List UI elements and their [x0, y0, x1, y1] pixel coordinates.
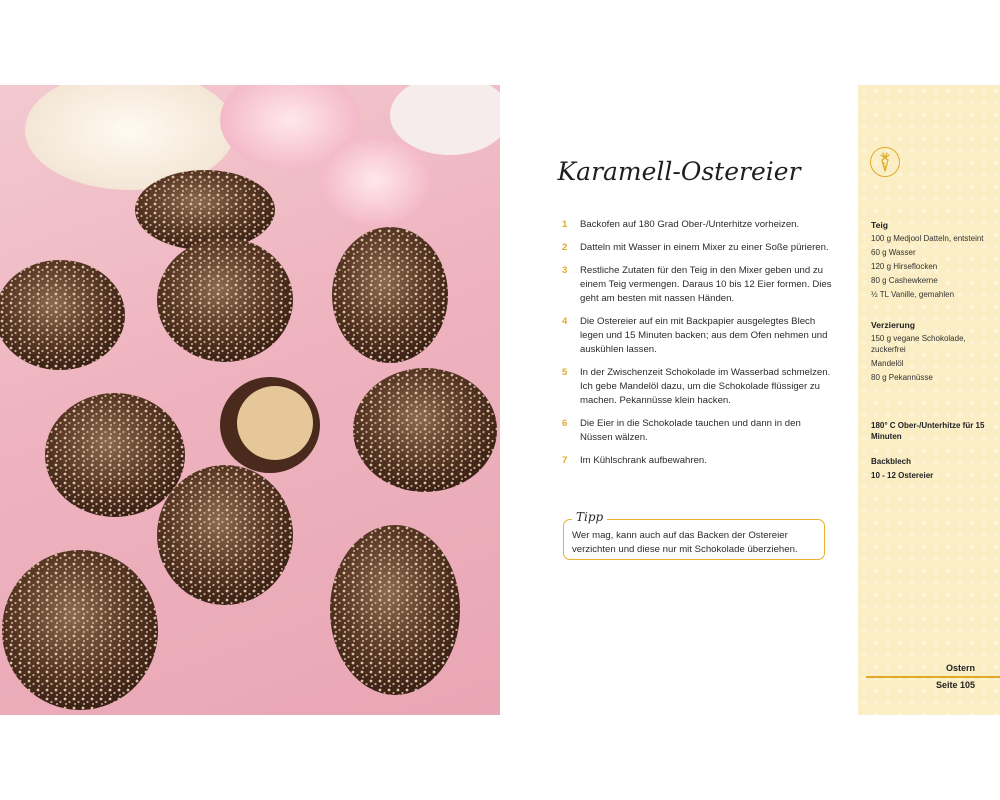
- step-number: 5: [562, 367, 568, 378]
- oven-info: [871, 420, 991, 442]
- chocolate-egg: [353, 368, 497, 492]
- ingredient-item: 120 g Hirseflocken: [871, 262, 938, 271]
- ingredient-item: ½ TL Vanille, gemahlen: [871, 290, 955, 299]
- recipe-photo: [0, 85, 500, 715]
- ingredients-sidebar: [858, 85, 1000, 715]
- chocolate-egg: [157, 238, 293, 362]
- footer-divider: [866, 676, 1000, 678]
- tray-heading: Backblech: [871, 457, 912, 466]
- tip-box: [563, 510, 825, 560]
- instruction-step: [562, 218, 832, 232]
- step-text: Backofen auf 180 Grad Ober-/Unterhitze vorheizen.: [580, 219, 800, 230]
- category-badge: [870, 147, 900, 177]
- step-number: 1: [562, 219, 568, 230]
- chocolate-egg-cut: [220, 377, 320, 473]
- ingredient-item: 100 g Medjool Datteln, entsteint: [871, 234, 984, 243]
- step-text: Datteln mit Wasser in einem Mixer zu einer Soße pürieren.: [580, 242, 829, 253]
- ingredient-item: 80 g Cashewkerne: [871, 276, 938, 285]
- cookbook-spread: [0, 85, 1000, 715]
- oven-setting: 180° C Ober-/Unterhitze für 15 Minuten: [871, 421, 985, 441]
- chocolate-egg: [332, 227, 448, 363]
- ingredient-item: 60 g Wasser: [871, 248, 916, 257]
- step-number: 2: [562, 242, 568, 253]
- verzierung-ingredients: [871, 320, 991, 386]
- step-text: Die Eier in die Schokolade tauchen und dann in den Nüssen wälzen.: [580, 418, 801, 443]
- chocolate-egg: [157, 465, 293, 605]
- yield-amount: 10 - 12 Ostereier: [871, 471, 934, 480]
- tip-text: Wer mag, kann auch auf das Backen der Ostereier verzichten und diese nur mit Schokolade überziehen.: [572, 530, 798, 555]
- step-number: 4: [562, 316, 568, 327]
- instruction-step: [562, 241, 832, 255]
- teig-ingredients: [871, 220, 991, 303]
- teig-heading: Teig: [871, 220, 889, 230]
- ingredient-item: Mandelöl: [871, 359, 904, 368]
- step-number: 7: [562, 455, 568, 466]
- step-text: Restliche Zutaten für den Teig in den Mixer geben und zu einem Teig vermengen. Daraus 10 bis 12 Eier formen. Dies geht am besten mit nassen Händen.: [580, 265, 832, 304]
- section-name: Ostern: [945, 663, 975, 673]
- chocolate-egg: [135, 170, 275, 250]
- tray-info: [871, 456, 991, 481]
- recipe-column: [500, 85, 858, 715]
- chocolate-eggs-illustration: [0, 85, 500, 715]
- ingredient-item: 150 g vegane Schokolade, zuckerfrei: [871, 334, 966, 354]
- chocolate-egg: [330, 525, 460, 695]
- page-number: Seite 105: [935, 680, 975, 690]
- verzierung-heading: Verzierung: [871, 320, 915, 330]
- recipe-title: Karamell-Ostereier: [557, 157, 801, 186]
- step-text: Im Kühlschrank aufbewahren.: [580, 455, 707, 466]
- instruction-step: [562, 315, 832, 357]
- instruction-step: [562, 366, 832, 408]
- chocolate-egg: [45, 393, 185, 517]
- instruction-step: [562, 417, 832, 445]
- step-number: 6: [562, 418, 568, 429]
- ingredient-item: 80 g Pekannüsse: [871, 373, 933, 382]
- instruction-step: [562, 264, 832, 306]
- step-text: Die Ostereier auf ein mit Backpapier ausgelegtes Blech legen und 15 Minuten backen; aus dem Ofen nehmen und auskühlen lassen.: [580, 316, 828, 355]
- chocolate-egg: [0, 260, 125, 370]
- step-number: 3: [562, 265, 568, 276]
- instruction-step: [562, 454, 832, 468]
- instruction-list: [562, 218, 832, 477]
- carrot-icon: [876, 152, 894, 172]
- chocolate-egg: [2, 550, 158, 710]
- tip-label: Tipp: [572, 510, 607, 524]
- step-text: In der Zwischenzeit Schokolade im Wasserbad schmelzen. Ich gebe Mandelöl dazu, um die Schokolade flüssiger zu machen. Pekannüsse klein hacken.: [580, 367, 831, 406]
